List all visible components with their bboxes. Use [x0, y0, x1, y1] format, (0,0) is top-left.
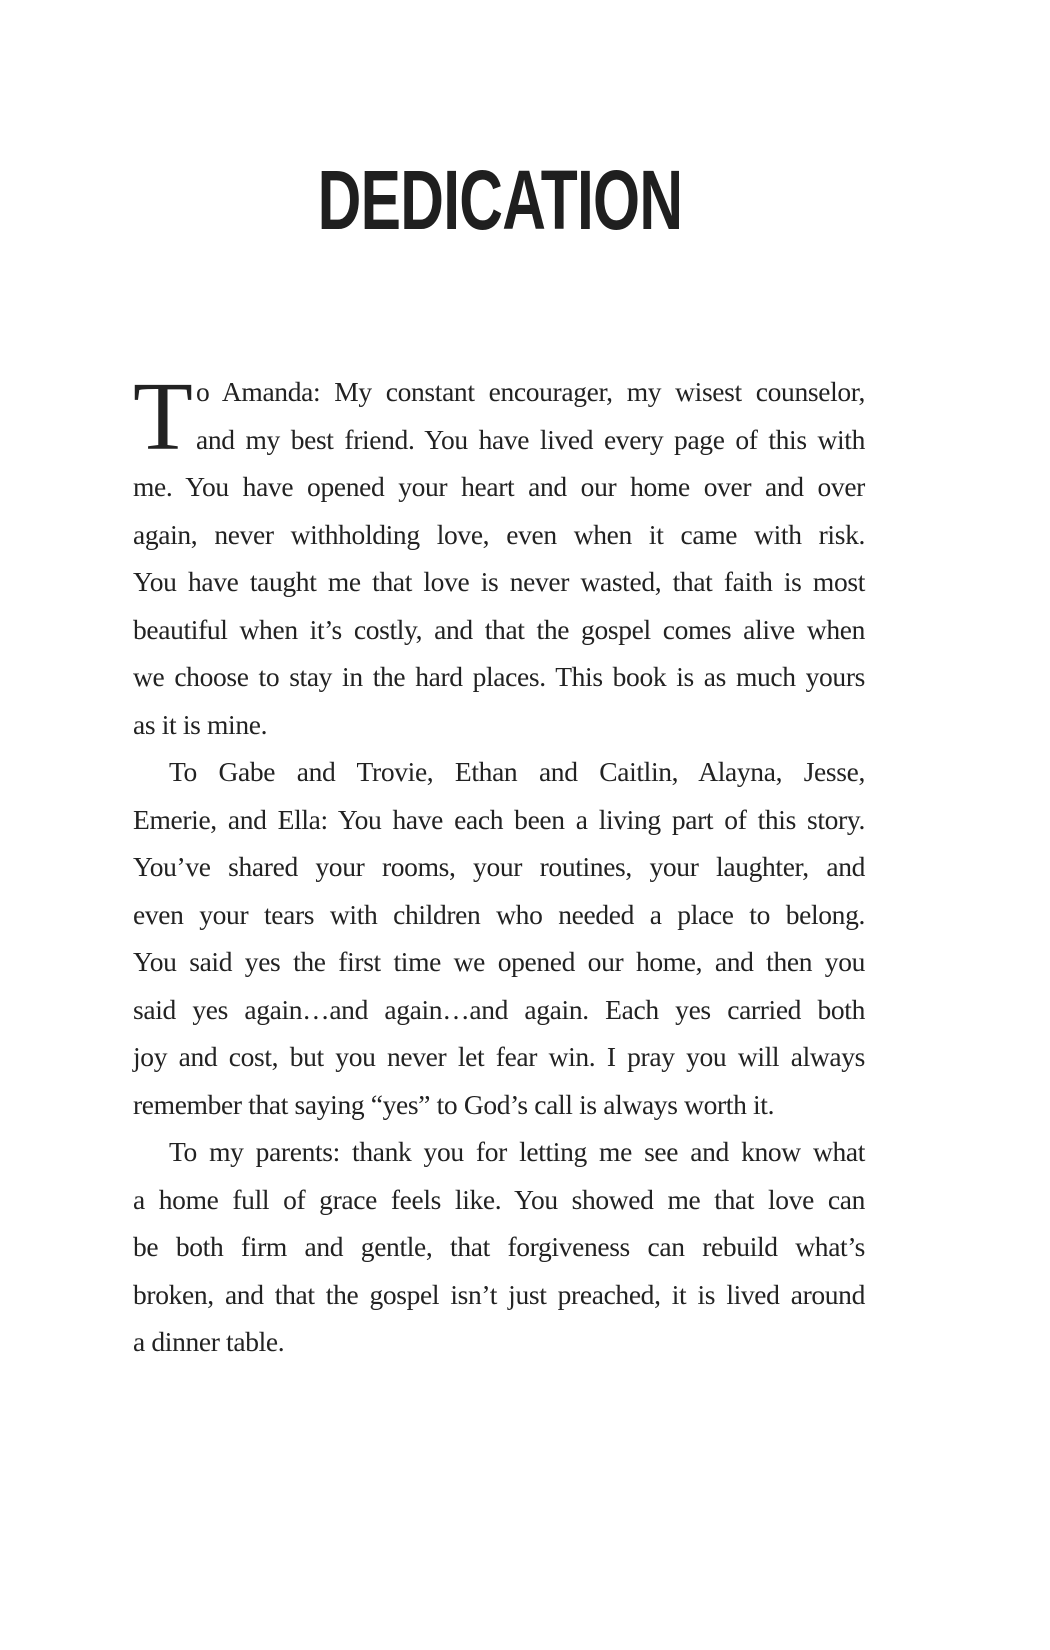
text-line: even your tears with children who needed a place to belong.	[133, 898, 865, 930]
drop-cap: T	[133, 363, 193, 471]
text-line: o Amanda: My constant encourager, my wisest counselor,	[196, 376, 865, 407]
text-line: broken, and that the gospel isn’t just preached, it is lived around	[133, 1278, 865, 1310]
paragraph-amanda	[133, 363, 865, 748]
paragraph-children	[133, 748, 865, 1128]
text-line: beautiful when it’s costly, and that the gospel comes alive when	[133, 613, 865, 645]
text-line: To my parents: thank you for letting me see and know what	[169, 1136, 865, 1167]
text-line: we choose to stay in the hard places. This book is as much yours	[133, 661, 865, 692]
text-line: You’ve shared your rooms, your routines, your laughter, and	[133, 851, 865, 882]
page-title: DEDICATION	[317, 153, 683, 247]
text-line: You have taught me that love is never wasted, that faith is most	[133, 566, 865, 597]
text-line: a dinner table.	[133, 1326, 285, 1357]
text-line: again, never withholding love, even when it came with risk.	[133, 518, 865, 550]
paragraph-parents	[133, 1128, 865, 1366]
text-line: To Gabe and Trovie, Ethan and Caitlin, Alayna, Jesse,	[169, 756, 865, 787]
dedication-body	[133, 363, 865, 1366]
text-line: You said yes the first time we opened our home, and then you	[133, 946, 865, 977]
text-line: me. You have opened your heart and our home over and over	[133, 471, 865, 502]
text-line: joy and cost, but you never let fear win. I pray you will always	[133, 1041, 865, 1072]
text-line: as it is mine.	[133, 708, 268, 740]
text-line: a home full of grace feels like. You showed me that love can	[133, 1183, 865, 1215]
text-line: be both firm and gentle, that forgiveness can rebuild what’s	[133, 1231, 865, 1262]
text-line: Emerie, and Ella: You have each been a living part of this story.	[133, 803, 865, 835]
text-line: and my best friend. You have lived every page of this with	[196, 423, 865, 455]
text-line: remember that saying “yes” to God’s call is always worth it.	[133, 1088, 775, 1120]
text-line: said yes again…and again…and again. Each yes carried both	[133, 993, 865, 1025]
